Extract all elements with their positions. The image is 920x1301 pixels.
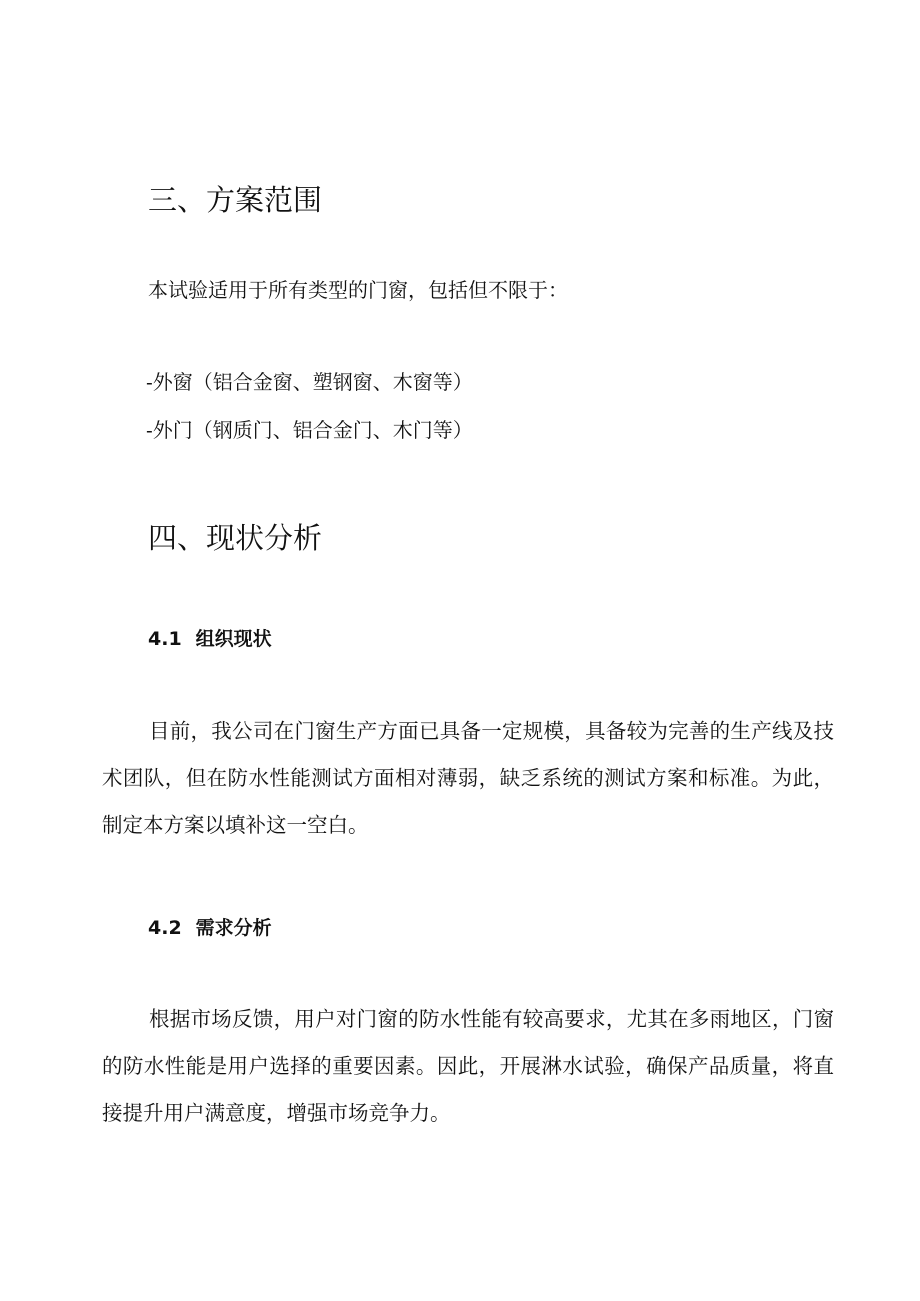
scope-item-doors: -外门（钢质门、铝合金门、木门等） bbox=[146, 418, 473, 442]
section-heading-scope: 三、方案范围 bbox=[148, 183, 323, 217]
subsection-heading-demand bbox=[148, 914, 272, 942]
subsection-number: 4.2 bbox=[148, 917, 182, 939]
paragraph-demand: 根据市场反馈，用户对门窗的防水性能有较高要求，尤其在多雨地区，门窗的防水性能是用户选择的重要因素。因此，开展淋水试验，确保产品质量，将直接提升用户满意度，增强市场竞争力。 bbox=[102, 1007, 834, 1125]
section-heading-analysis: 四、现状分析 bbox=[148, 521, 323, 555]
subsection-heading-organization bbox=[148, 625, 272, 653]
paragraph-organization: 目前，我公司在门窗生产方面已具备一定规模，具备较为完善的生产线及技术团队，但在防水性能测试方面相对薄弱，缺乏系统的测试方案和标准。为此，制定本方案以填补这一空白。 bbox=[102, 719, 834, 837]
subsection-title: 组织现状 bbox=[195, 628, 272, 650]
subsection-number: 4.1 bbox=[148, 628, 182, 650]
scope-intro: 本试验适用于所有类型的门窗，包括但不限于： bbox=[148, 278, 568, 302]
scope-item-windows: -外窗（铝合金窗、塑钢窗、木窗等） bbox=[146, 370, 473, 394]
subsection-title: 需求分析 bbox=[195, 917, 272, 939]
